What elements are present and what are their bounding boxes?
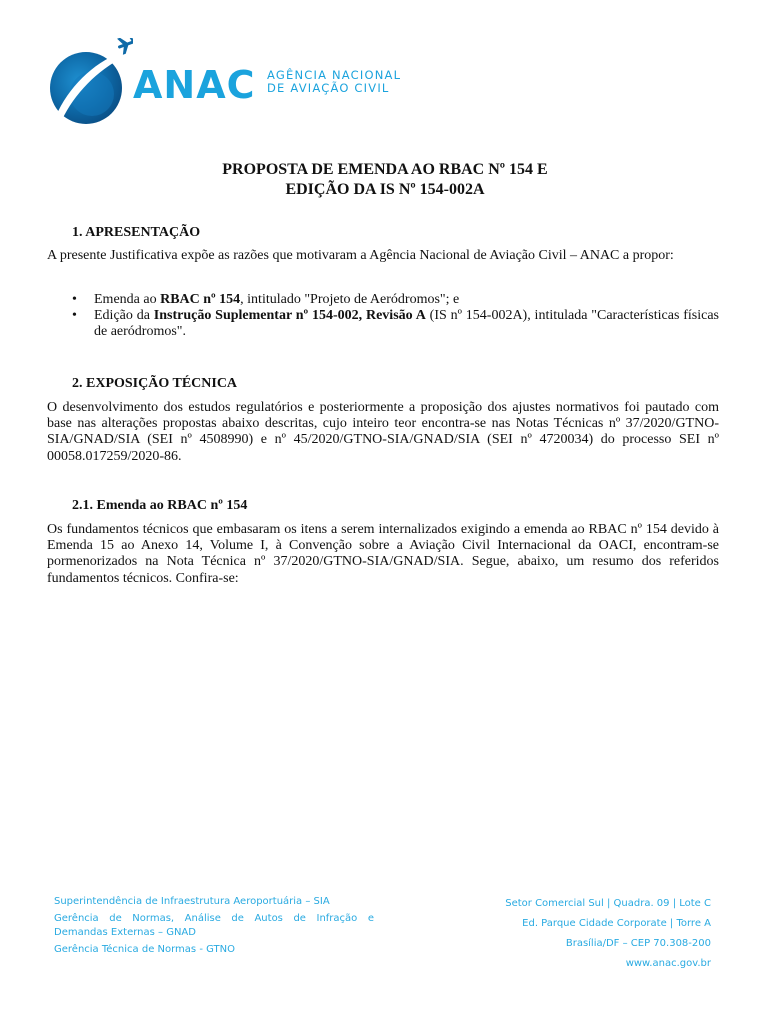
footer-address-line2: Ed. Parque Cidade Corporate | Torre A: [522, 918, 711, 929]
footer-gnad-line1: Gerência de Normas, Análise de Autos de Infração e: [54, 912, 374, 924]
document-title: [0, 160, 770, 200]
title-line2: EDIÇÃO DA IS Nº 154-002A: [285, 181, 485, 198]
footer-gnad-line2: Demandas Externas – GNAD: [54, 927, 196, 938]
footer-address-line1: Setor Comercial Sul | Quadra. 09 | Lote C: [505, 898, 711, 909]
logo-subtitle-line1: AGÊNCIA NACIONAL: [267, 68, 402, 82]
footer-address-line3: Brasília/DF – CEP 70.308-200: [565, 938, 711, 949]
anac-logo: [48, 38, 418, 128]
section-1-heading: 1. APRESENTAÇÃO: [72, 225, 201, 240]
globe-airplane-icon: [48, 38, 133, 128]
bullet-icon: •: [72, 308, 77, 324]
section-1-intro: A presente Justificativa expõe as razões que motivaram a Agência Nacional de Aviação Civil – ANAC a propor:: [47, 248, 674, 263]
footer-department-info: [54, 894, 374, 958]
bullet-item: • Edição da Instrução Suplementar nº 154-002, Revisão A (IS nº 154-002A), intitulada "Características físicas de aeródromos".: [72, 308, 719, 340]
section-2-1-paragraph: Os fundamentos técnicos que embasaram os itens a serem internalizados exigindo a emenda ao RBAC nº 154 devido à Emenda 15 ao Anexo 14, Volume I, à Convenção sobre a Aviação Civil Internacional da OACI, encontram-se pormenorizados na Nota Técnica nº 37/2020/GTNO-SIA/GNAD/SIA. Segue, abaixo, um resumo dos referidos fundamentos técnicos. Confira-se:: [47, 522, 719, 586]
bullet-item: • Emenda ao RBAC nº 154, intitulado "Projeto de Aeródromos"; e: [72, 292, 460, 307]
footer-website-link[interactable]: www.anac.gov.br: [625, 958, 711, 969]
footer-gtno: Gerência Técnica de Normas - GTNO: [54, 943, 235, 955]
logo-subtitle: [267, 69, 401, 95]
section-2-heading: 2. EXPOSIÇÃO TÉCNICA: [72, 376, 238, 391]
title-line1: PROPOSTA DE EMENDA AO RBAC Nº 154 E: [222, 161, 548, 178]
footer-superintendence: Superintendência de Infraestrutura Aeroportuária – SIA: [54, 896, 330, 907]
section-2-paragraph: O desenvolvimento dos estudos regulatórios e posteriormente a proposição dos ajustes normativos foi pautado com base nas alterações propostas abaixo descritas, cujo inteiro teor encontra-se nas Notas Técnicas nº 37/2020/GTNO-SIA/GNAD/SIA (SEI nº 4508990) e nº 45/2020/GTNO-SIA/GNAD/SIA (SEI nº 4720034) do processo SEI nº 00058.017259/2020-86.: [47, 400, 719, 464]
footer-address: [505, 894, 711, 974]
bullet-icon: •: [72, 292, 77, 307]
logo-subtitle-line2: DE AVIAÇÃO CIVIL: [267, 81, 390, 95]
section-2-1-heading: 2.1. Emenda ao RBAC nº 154: [72, 498, 248, 513]
section-1-bullet-list: [72, 292, 719, 341]
logo-acronym: ANAC: [133, 63, 256, 107]
